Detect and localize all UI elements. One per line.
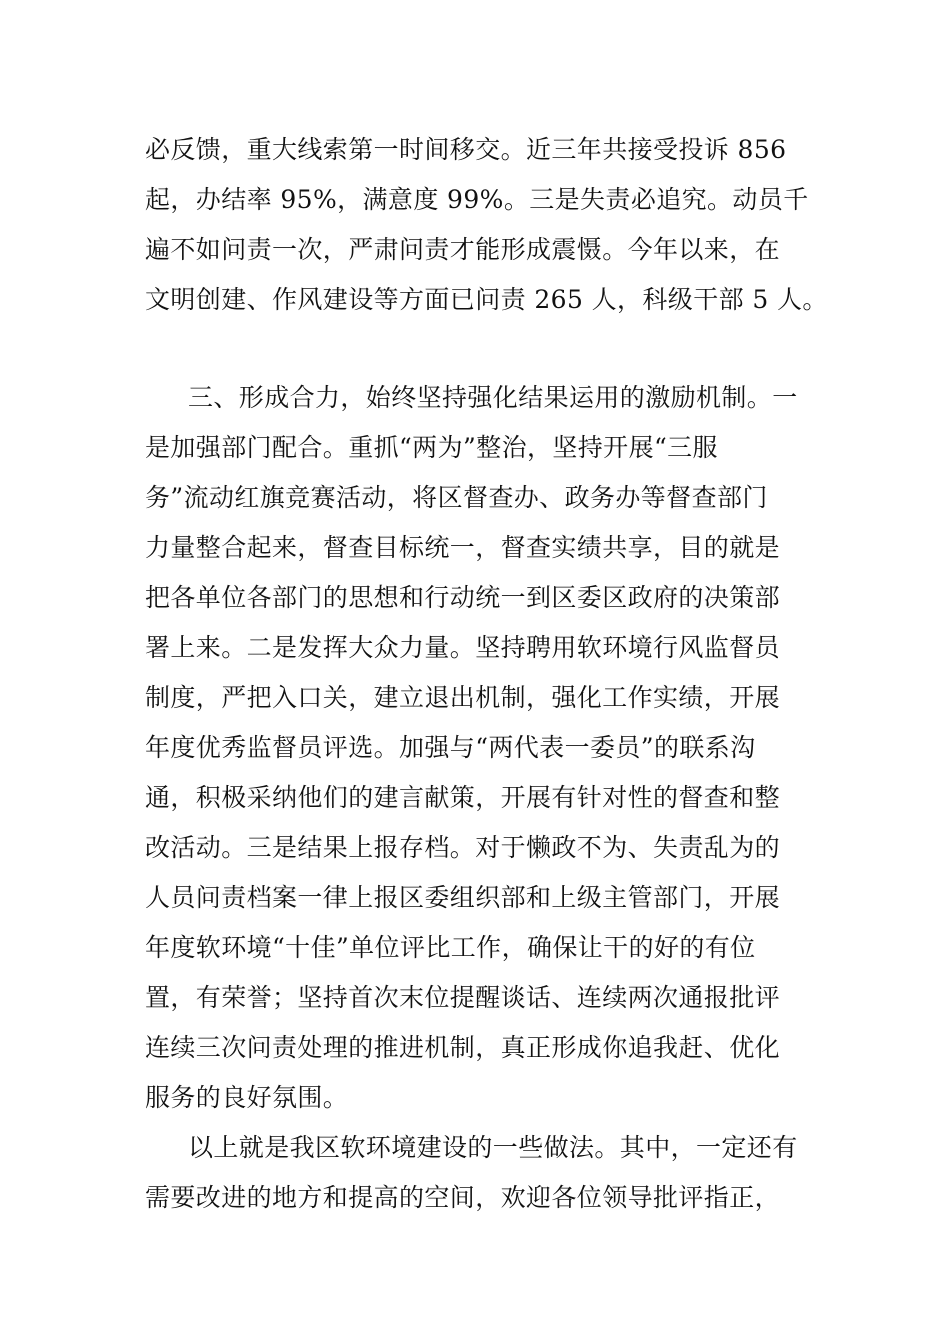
text-line: 文明创建、作风建设等方面已问责 265 人，科级干部 5 人。 (145, 285, 828, 314)
text-line: 通，积极采纳他们的建言献策，开展有针对性的督查和整 (145, 783, 781, 812)
text-line: 把各单位各部门的思想和行动统一到区委区政府的决策部 (145, 583, 781, 612)
text-line: 必反馈，重大线索第一时间移交。近三年共接受投诉 856 (145, 135, 787, 164)
paragraph-first-line: 以上就是我区软环境建设的一些做法。其中，一定还有 (188, 1133, 798, 1162)
text-line: 力量整合起来，督查目标统一，督查实绩共享，目的就是 (145, 533, 781, 562)
text-line: 是加强部门配合。重抓“两为”整治，坚持开展“三服 (145, 433, 718, 462)
paragraph-heading-line: 三、形成合力，始终坚持强化结果运用的激励机制。一 (188, 383, 798, 412)
text-line: 年度优秀监督员评选。加强与“两代表一委员”的联系沟 (145, 733, 756, 762)
text-line: 务”流动红旗竞赛活动，将区督查办、政务办等督查部门 (145, 483, 768, 512)
text-line: 服务的良好氛围。 (145, 1083, 349, 1112)
text-line: 置，有荣誉；坚持首次末位提醒谈话、连续两次通报批评 (145, 983, 781, 1012)
text-line: 年度软环境“十佳”单位评比工作，确保让干的好的有位 (145, 933, 756, 962)
text-line: 连续三次问责处理的推进机制，真正形成你追我赶、优化 (145, 1033, 781, 1062)
text-line: 人员问责档案一律上报区委组织部和上级主管部门，开展 (145, 883, 781, 912)
text-line: 需要改进的地方和提高的空间，欢迎各位领导批评指正， (145, 1183, 781, 1212)
text-line: 署上来。二是发挥大众力量。坚持聘用软环境行风监督员 (145, 633, 781, 662)
text-line: 制度，严把入口关，建立退出机制，强化工作实绩，开展 (145, 683, 781, 712)
text-line: 起，办结率 95%，满意度 99%。三是失责必追究。动员千 (145, 185, 809, 214)
text-line: 改活动。三是结果上报存档。对于懒政不为、失责乱为的 (145, 833, 781, 862)
text-line: 遍不如问责一次，严肃问责才能形成震慑。今年以来，在 (145, 235, 781, 264)
